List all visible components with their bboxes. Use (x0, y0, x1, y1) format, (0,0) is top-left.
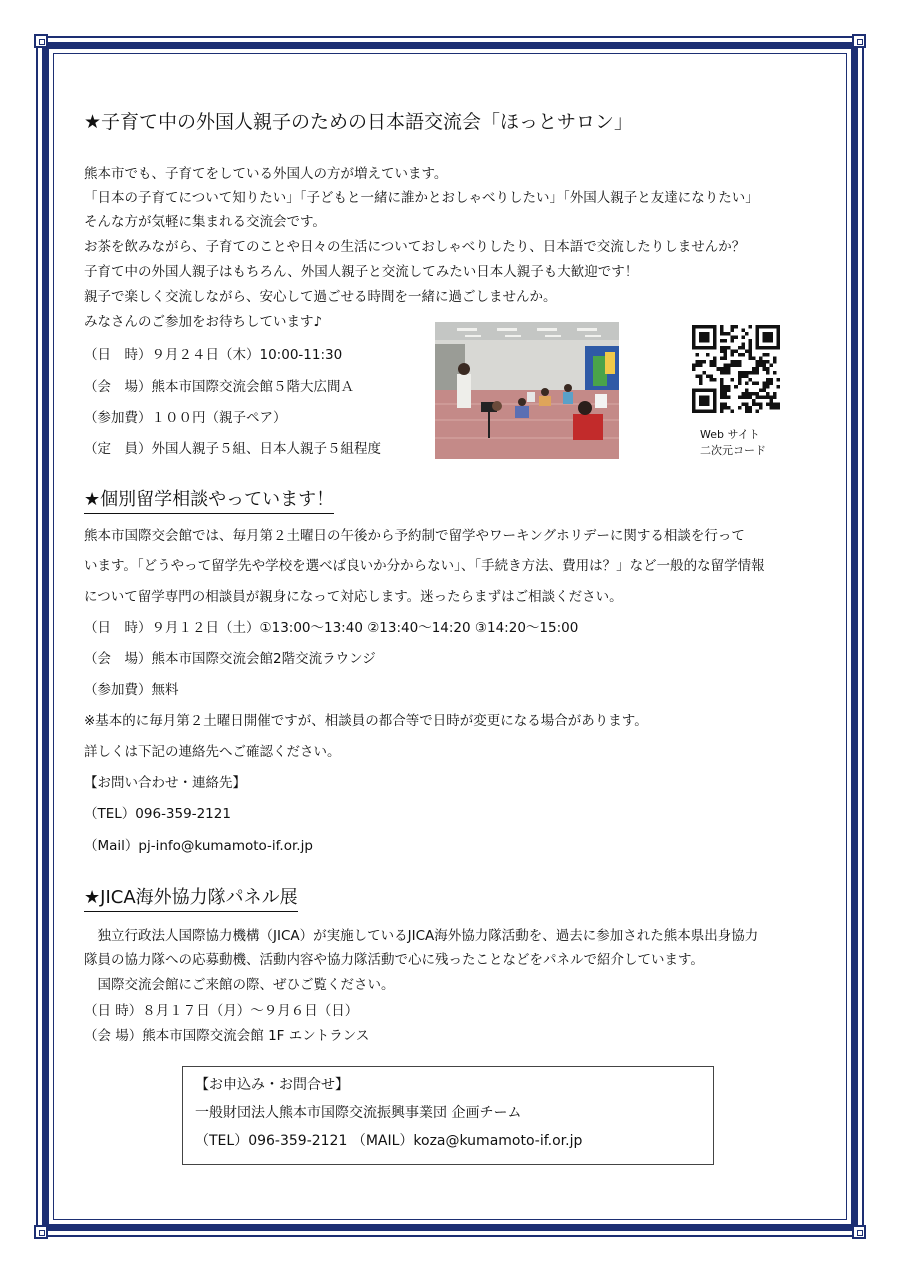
jica-title: ★JICA海外協力隊パネル展 (84, 886, 298, 912)
consult-date: （日 時）９月１２日（土）①13:00～13:40 ②13:40～14:20 ③14:20～15:00 (84, 620, 579, 636)
contact-organization: 一般財団法人熊本市国際交流振興事業団 企画チーム (195, 1105, 522, 1121)
consult-tel: （TEL）096-359-2121 (84, 806, 231, 822)
consult-mail: （Mail）pj-info@kumamoto-if.or.jp (84, 838, 313, 854)
salon-date: （日 時）９月２４日（木）10:00-11:30 (84, 347, 343, 363)
website-qr-code (692, 325, 780, 413)
salon-title: ★子育て中の外国人親子のための日本語交流会「ほっとサロン」 (84, 111, 634, 133)
salon-venue: （会 場）熊本市国際交流会館５階大広間Ａ (84, 379, 354, 395)
consult-paragraph: います。「どうやって留学先や学校を選べば良いか分からない」、「手続き方法、費用は？」など一般的な留学情報 (84, 558, 765, 574)
consult-note: ※基本的に毎月第２土曜日開催ですが、相談員の都合等で日時が変更になる場合があります。 (84, 713, 648, 729)
salon-paragraph: みなさんのご参加をお待ちしています♪ (84, 314, 323, 330)
salon-capacity: （定 員）外国人親子５組、日本人親子５組程度 (84, 441, 381, 457)
salon-event-photo (435, 322, 619, 459)
contact-tel-mail: （TEL）096-359-2121 （MAIL）koza@kumamoto-if.or.jp (195, 1133, 583, 1149)
corner-ornament-top-right (852, 34, 866, 48)
consult-fee: （参加費）無料 (84, 682, 179, 698)
salon-paragraph: 親子で楽しく交流しながら、安心して過ごせる時間を一緒に過ごしませんか。 (84, 289, 557, 305)
consult-venue: （会 場）熊本市国際交流会館2階交流ラウンジ (84, 651, 376, 667)
salon-paragraph: 子育て中の外国人親子はもちろん、外国人親子と交流してみたい日本人親子も大歓迎です！ (84, 264, 639, 280)
consult-paragraph: 熊本市国際交会館では、毎月第２土曜日の午後から予約制で留学やワーキングホリデーに関する相談を行って (84, 528, 745, 544)
salon-paragraph: お茶を飲みながら、子育てのことや日々の生活についておしゃべりしたり、日本語で交流したりしませんか？ (84, 239, 746, 255)
corner-ornament-top-left (34, 34, 48, 48)
contact-info-box (182, 1066, 714, 1165)
salon-fee: （参加費）１００円（親子ペア） (84, 410, 287, 426)
corner-ornament-bottom-left (34, 1225, 48, 1239)
consult-title: ★個別留学相談やっています！ (84, 488, 334, 514)
consult-paragraph: について留学専門の相談員が親身になって対応します。迷ったらまずはご相談ください。 (84, 589, 623, 605)
consult-note: 詳しくは下記の連絡先へご確認ください。 (84, 744, 341, 760)
jica-paragraph: 国際交流会館にご来館の際、ぜひご覧ください。 (84, 977, 395, 993)
qr-caption-line: 二次元コード (700, 444, 766, 457)
salon-paragraph: 「日本の子育てについて知りたい」「子どもと一緒に誰かとおしゃべりしたい」「外国人親子と友達になりたい」 (84, 190, 759, 206)
jica-paragraph: 隊員の協力隊への応募動機、活動内容や協力隊活動で心に残ったことなどをパネルで紹介しています。 (84, 952, 704, 968)
salon-paragraph: 熊本市でも、子育てをしている外国人の方が増えています。 (84, 166, 448, 182)
jica-paragraph: 独立行政法人国際協力機構（JICA）が実施しているJICA海外協力隊活動を、過去に参加された熊本県出身協力 (84, 928, 759, 944)
corner-ornament-bottom-right (852, 1225, 866, 1239)
contact-heading: 【お申込み・お問合せ】 (195, 1077, 349, 1093)
salon-paragraph: そんな方が気軽に集まれる交流会です。 (84, 214, 326, 230)
jica-venue: （会 場）熊本市国際交流会館 1F エントランス (84, 1028, 370, 1044)
consult-contact-heading: 【お問い合わせ・連絡先】 (84, 775, 246, 791)
qr-caption-line: Web サイト (700, 428, 760, 441)
jica-date: （日 時）８月１７日（月）～９月６日（日） (84, 1003, 359, 1019)
